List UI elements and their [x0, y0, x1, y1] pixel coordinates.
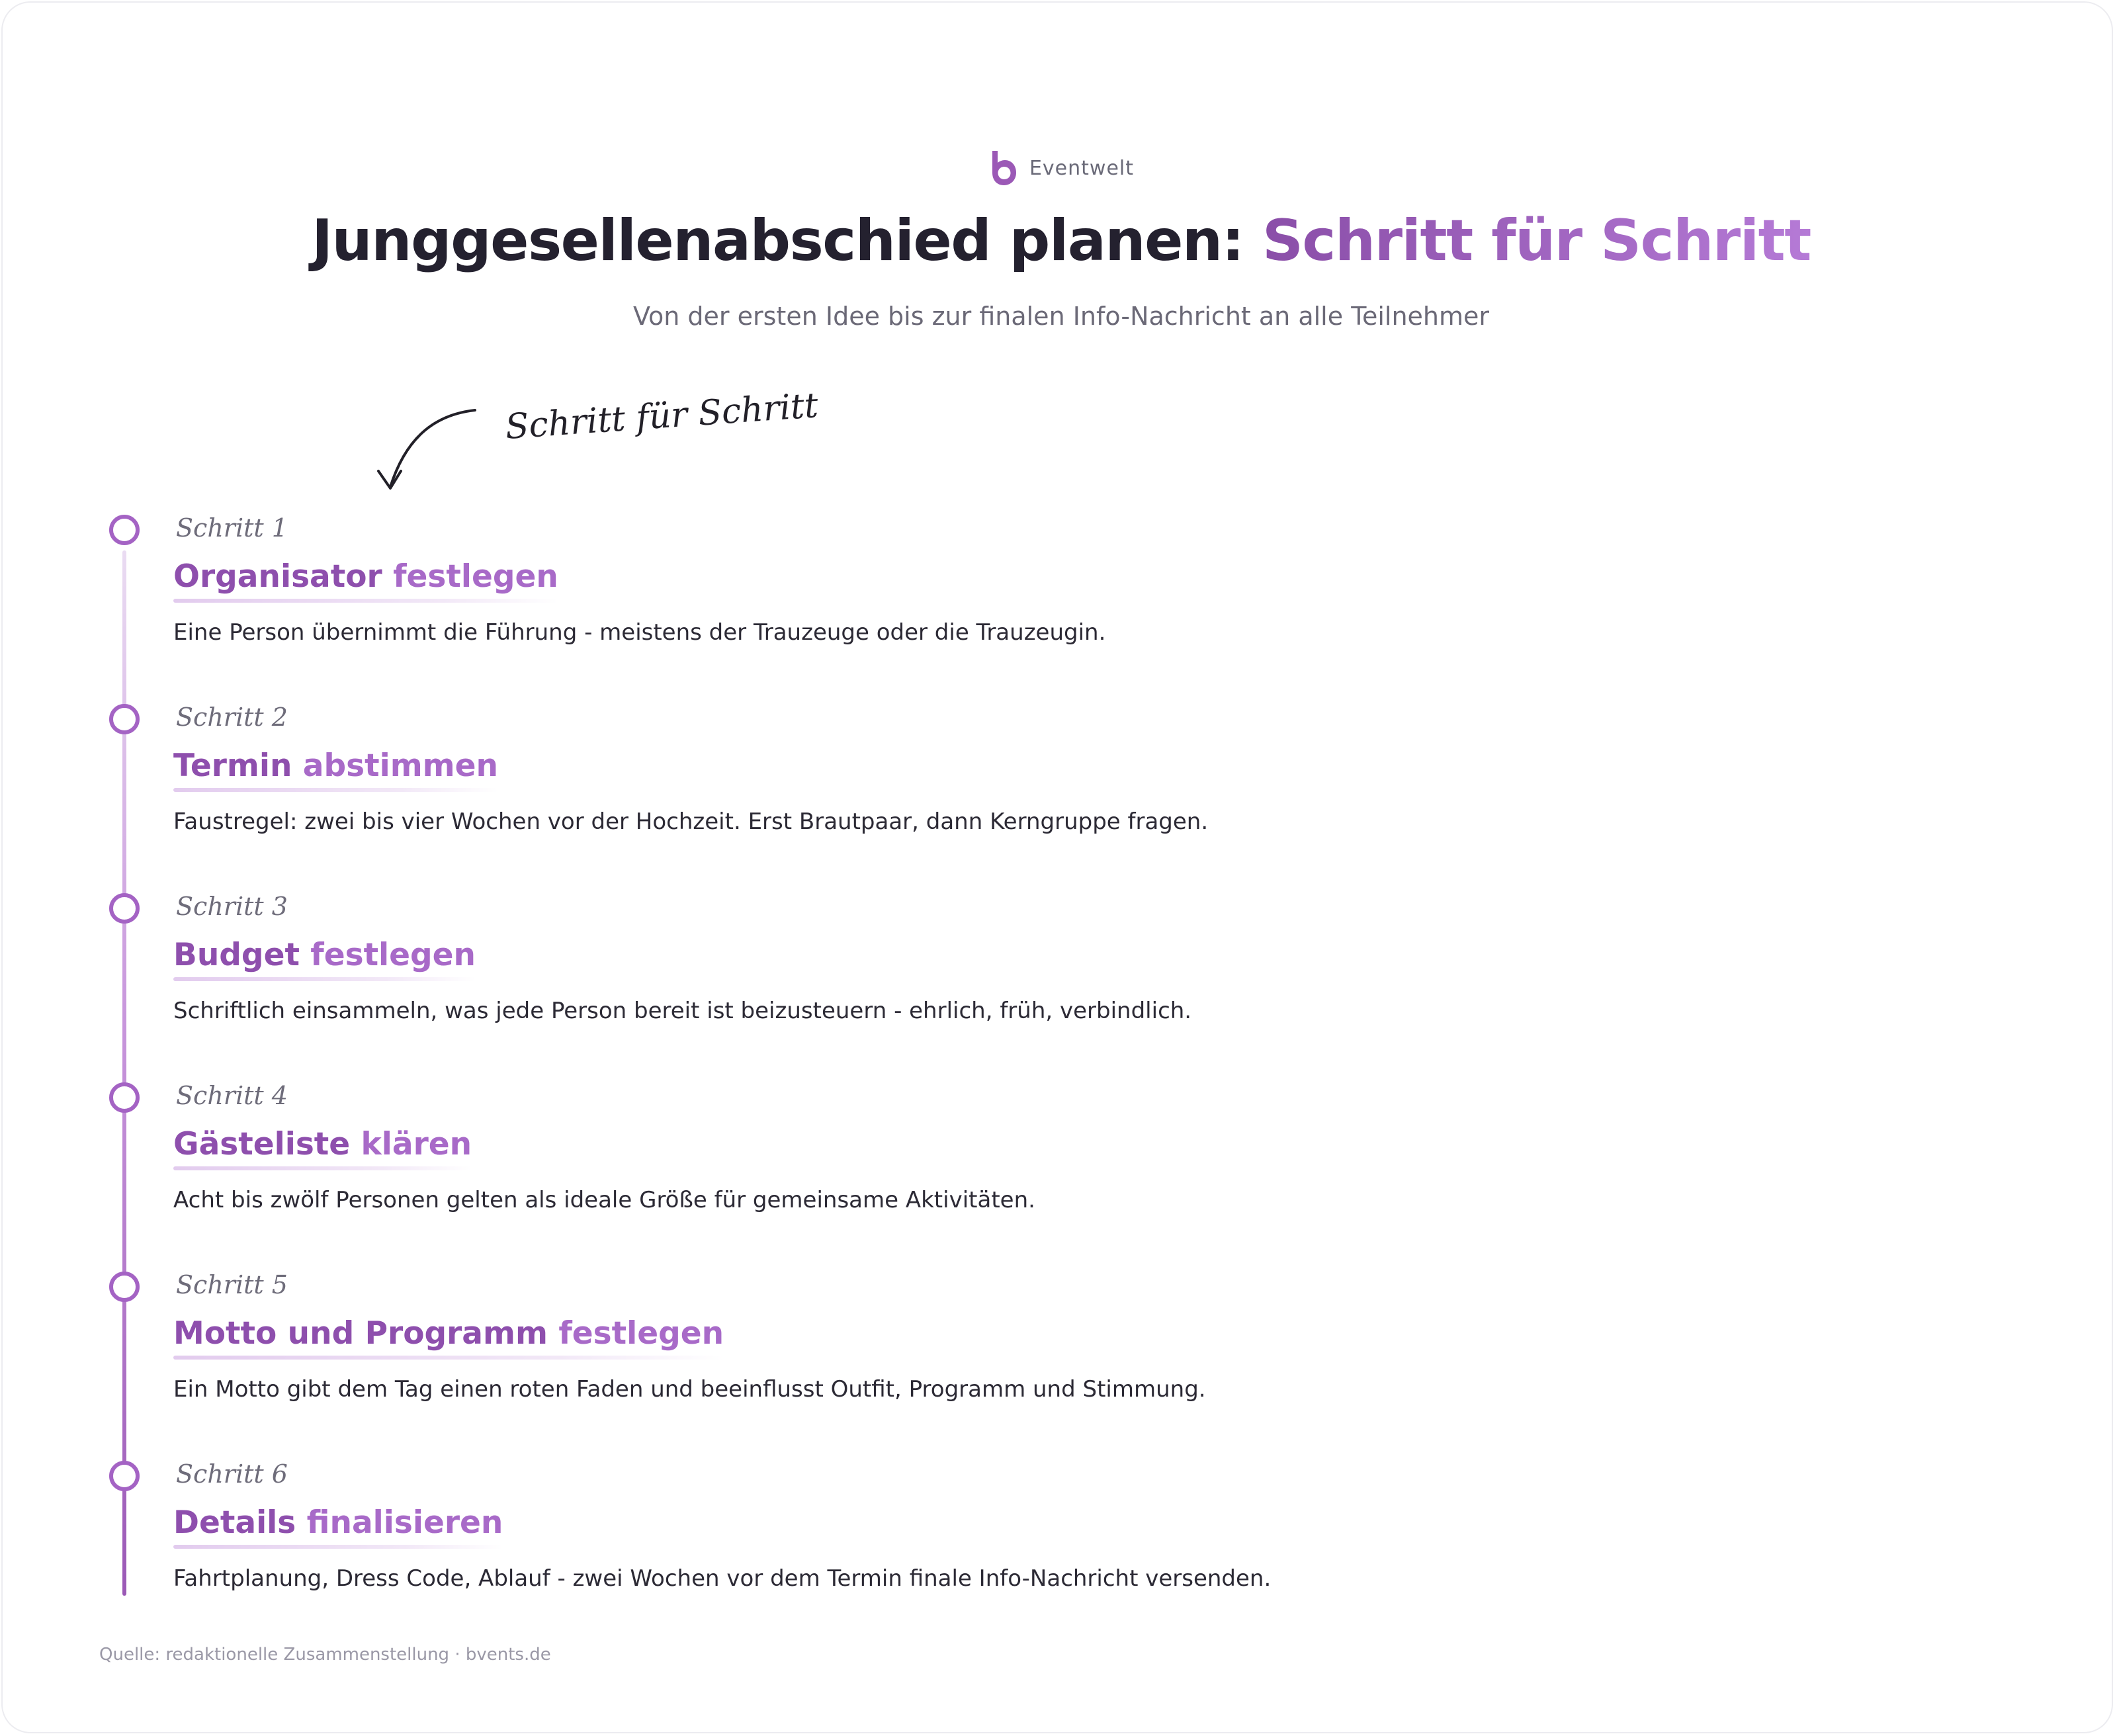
step-title-part: Gästeliste: [173, 1126, 361, 1162]
step-title-part: Organisator: [173, 558, 394, 595]
brand-name: Eventwelt: [1029, 156, 1135, 180]
curved-arrow-icon: [360, 400, 486, 499]
timeline-step-4: [3, 1082, 2117, 1272]
step-title-part: Termin: [173, 748, 303, 784]
timeline-node: [109, 1461, 140, 1491]
step-title-part: Motto und Programm: [173, 1315, 559, 1352]
step-description: Fahrtplanung, Dress Code, Ablauf - zwei Wochen vor dem Termin finale Info-Nachricht versenden.: [173, 1565, 1272, 1592]
handwritten-annotation: Schritt für Schritt: [503, 386, 820, 447]
timeline-step-2: [3, 704, 2117, 893]
step-title: [173, 937, 476, 981]
b-logo-icon: [988, 150, 1017, 187]
step-label: Schritt 4: [176, 1081, 288, 1110]
step-description: Schriftlich einsammeln, was jede Person bereit ist beizusteuern - ehrlich, früh, verbindlich.: [173, 998, 1192, 1024]
step-label: Schritt 6: [176, 1459, 288, 1489]
page-title: [3, 208, 2117, 274]
step-title: [173, 1126, 472, 1170]
step-title-part: Budget: [173, 937, 311, 973]
step-title-highlight: abstimmen: [302, 748, 498, 784]
step-label: Schritt 3: [176, 892, 288, 921]
brand: [3, 150, 2117, 187]
step-label: Schritt 1: [176, 513, 288, 542]
timeline-step-3: [3, 893, 2117, 1082]
step-title: [173, 1315, 724, 1360]
step-title: [173, 1504, 503, 1549]
timeline-step-1: [3, 515, 2117, 704]
timeline-node: [109, 1272, 140, 1302]
step-title-highlight: festlegen: [558, 1315, 724, 1352]
step-description: Faustregel: zwei bis vier Wochen vor der Hochzeit. Erst Brautpaar, dann Kerngruppe fragen.: [173, 808, 1209, 835]
step-label: Schritt 5: [176, 1270, 288, 1299]
step-title-highlight: festlegen: [393, 558, 558, 595]
step-label: Schritt 2: [176, 703, 288, 732]
step-description: Eine Person übernimmt die Führung - meistens der Trauzeuge oder die Trauzeugin.: [173, 619, 1106, 646]
step-title-highlight: finalisieren: [306, 1504, 503, 1541]
step-title: [173, 558, 558, 603]
step-title-highlight: festlegen: [310, 937, 476, 973]
step-description: Ein Motto gibt dem Tag einen roten Faden und beeinflusst Outfit, Programm und Stimmung.: [173, 1376, 1206, 1403]
timeline-node: [109, 893, 140, 924]
step-description: Acht bis zwölf Personen gelten als ideale Größe für gemeinsame Aktivitäten.: [173, 1187, 1035, 1213]
timeline-step-6: [3, 1461, 2117, 1650]
timeline-node: [109, 1082, 140, 1113]
timeline-node: [109, 704, 140, 734]
step-title-part: Details: [173, 1504, 307, 1541]
title-main: Junggesellenabschied planen:: [312, 208, 1262, 274]
page-subtitle: Von der ersten Idee bis zur finalen Info-Nachricht an alle Teilnehmer: [632, 302, 1490, 331]
step-title-highlight: klären: [361, 1126, 472, 1162]
source-note: Quelle: redaktionelle Zusammenstellung · bvents.de: [99, 1645, 551, 1665]
title-accent: Schritt für Schritt: [1262, 208, 1811, 274]
infographic-card: [1, 1, 2113, 1733]
step-title: [173, 748, 498, 792]
timeline-step-5: [3, 1272, 2117, 1461]
timeline-node: [109, 515, 140, 545]
